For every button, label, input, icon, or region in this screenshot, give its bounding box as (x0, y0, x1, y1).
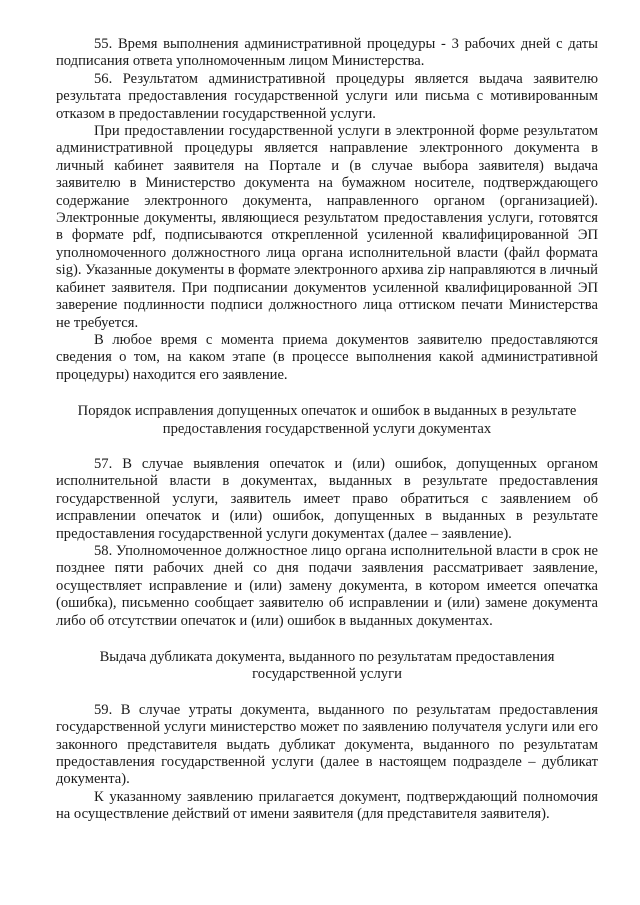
section-heading-duplicate: Выдача дубликата документа, выданного по результатам предоставления государственной услуги (99, 649, 555, 683)
paragraph-58: 58. Уполномоченное должностное лицо органа исполнительной власти в срок не позднее пяти рабочих дней со дня подачи заявления рассматривает заявление, осуществляет исправление и (или) замену документа, в котором имеется опечатка (ошибка), письменно сообщает заявителю об исправлении и (или) замене документа либо об отсутствии опечаток и (или) ошибок в выданных документах. (56, 542, 598, 629)
paragraph-status-info: В любое время с момента приема документов заявителю предоставляются сведения о том, на каком этапе (в процессе выполнения какой административной процедуры) находится его заявление. (56, 331, 598, 383)
document-page (56, 36, 598, 824)
paragraph-57: 57. В случае выявления опечаток и (или) ошибок, допущенных органом исполнительной власти в документах, выданных в результате предоставления государственной услуги, заявитель имеет право обратиться с заявлением об исправлении опечаток и (или) ошибок, допущенных в выданных в результате предоставления государственной услуги документах (далее – заявление). (56, 455, 598, 542)
paragraph-electronic-form: При предоставлении государственной услуги в электронной форме результатом административной процедуры является направление электронного документа в личный кабинет заявителя на Портале и (в случае выбора заявителя) выдача заявителю в Министерство документа на бумажном носителе, подтверждающего содержание электронного документа, направленного органом (организацией). Электронные документы, являющиеся результатом предоставления услуги, готовятся в формате pdf, подписываются открепленной усиленной квалифицированной ЭП уполномоченного должностного лица органа исполнительной власти (файл формата sig). Указанные документы в формате электронного архива zip направляются в личный кабинет заявителя. При подписании документов усиленной квалифицированной ЭП заверение подлинности подписи должностного лица оттиском печати Министерства не требуется. (56, 123, 598, 331)
spacer (56, 630, 598, 649)
paragraph-59: 59. В случае утраты документа, выданного по результатам предоставления государственной услуги министерство может по заявлению получателя услуги или его законного представителя выдать дубликат документа, выданного по результатам предоставления государственной услуги (далее в настоящем подразделе – дубликат документа). (56, 701, 598, 788)
paragraph-56: 56. Результатом административной процедуры является выдача заявителю результата предоставления государственной услуги или письма с мотивированным отказом в предоставлении государственной услуги. (56, 70, 598, 122)
spacer (56, 684, 598, 702)
spacer (56, 438, 598, 456)
paragraph-55: 55. Время выполнения административной процедуры - 3 рабочих дней с даты подписания ответа уполномоченным лицом Министерства. (56, 36, 598, 70)
spacer (56, 384, 598, 403)
paragraph-attachment: К указанному заявлению прилагается документ, подтверждающий полномочия на осуществление действий от имени заявителя (для представителя заявителя). (56, 788, 598, 823)
section-heading-corrections: Порядок исправления допущенных опечаток и ошибок в выданных в результате предоставления государственной услуги документах (77, 403, 577, 437)
